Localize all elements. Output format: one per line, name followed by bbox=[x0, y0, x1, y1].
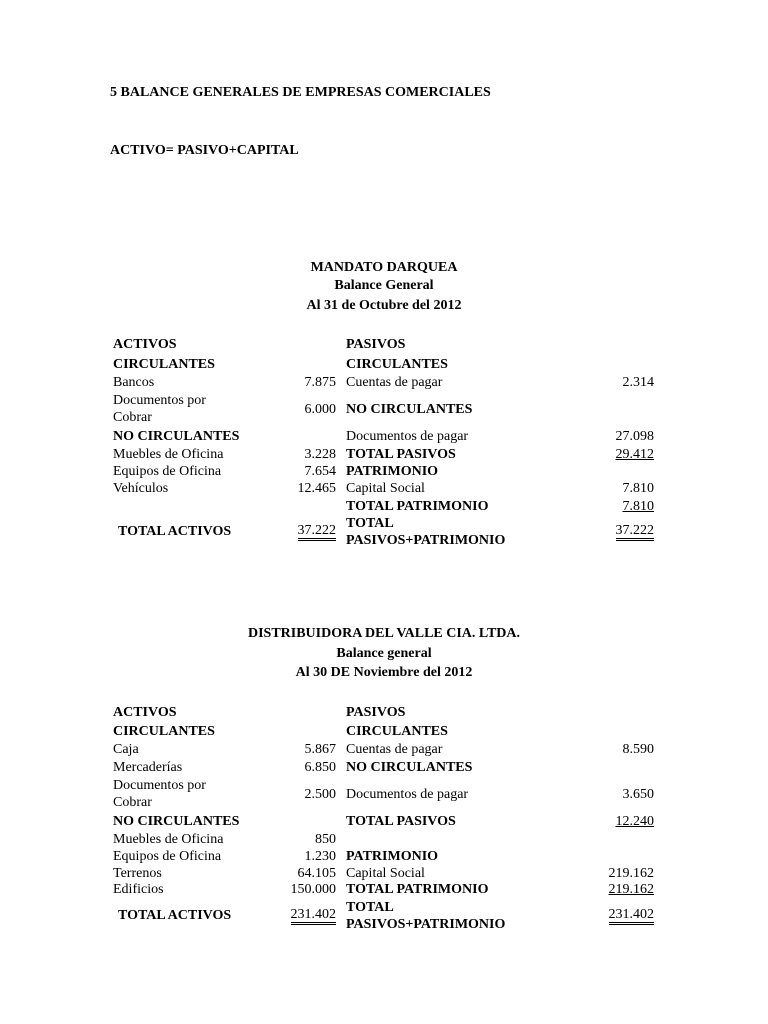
pasivos-header: PASIVOS bbox=[346, 705, 406, 720]
pasivos-header: PASIVOS bbox=[346, 337, 406, 352]
account-label: Cuentas de pagar bbox=[346, 742, 443, 757]
total-pasivos-value: 12.240 bbox=[615, 814, 654, 829]
account-value: 6.000 bbox=[304, 402, 336, 417]
total-patrimonio-value: 219.162 bbox=[608, 882, 654, 897]
account-value: 7.810 bbox=[622, 481, 654, 496]
statement-date: Al 31 de Octubre del 2012 bbox=[306, 298, 462, 313]
total-pp-value: 231.402 bbox=[554, 907, 654, 923]
account-label: Muebles de Oficina bbox=[113, 832, 224, 847]
account-label: Capital Social bbox=[346, 481, 425, 496]
account-label: Mercaderías bbox=[113, 760, 183, 775]
accounting-equation: ACTIVO= PASIVO+CAPITAL bbox=[110, 143, 299, 158]
total-patrimonio-label: TOTAL PATRIMONIO bbox=[346, 882, 489, 897]
account-value: 8.590 bbox=[622, 742, 654, 757]
account-label: Cobrar bbox=[113, 410, 152, 425]
account-value: 2.500 bbox=[304, 787, 336, 802]
total-pasivos-label: TOTAL PASIVOS bbox=[346, 814, 456, 829]
account-value: 3.228 bbox=[304, 447, 336, 462]
account-value: 7.654 bbox=[304, 464, 336, 479]
total-pasivos-label: TOTAL PASIVOS bbox=[346, 447, 456, 462]
account-label: Caja bbox=[113, 742, 139, 757]
account-label: Documentos por bbox=[113, 393, 206, 408]
company-name: MANDATO DARQUEA bbox=[310, 260, 458, 275]
statement-subtitle: Balance general bbox=[336, 646, 432, 661]
total-pasivos-value: 29.412 bbox=[615, 447, 654, 462]
account-value: 64.105 bbox=[297, 866, 336, 881]
total-pp-label-2: PASIVOS+PATRIMONIO bbox=[346, 533, 506, 548]
total-activos-value: 37.222 bbox=[236, 523, 336, 539]
total-pp-value: 37.222 bbox=[554, 523, 654, 539]
account-value: 1.230 bbox=[304, 849, 336, 864]
no-circulantes-header: NO CIRCULANTES bbox=[346, 402, 473, 417]
statement-date: Al 30 DE Noviembre del 2012 bbox=[295, 665, 473, 680]
activos-header: ACTIVOS bbox=[113, 705, 177, 720]
account-value: 6.850 bbox=[304, 760, 336, 775]
account-label: Vehículos bbox=[113, 481, 169, 496]
patrimonio-header: PATRIMONIO bbox=[346, 849, 439, 864]
account-label: Bancos bbox=[113, 375, 155, 390]
total-pp-label-1: TOTAL bbox=[346, 516, 394, 531]
account-value: 850 bbox=[315, 832, 336, 847]
total-patrimonio-label: TOTAL PATRIMONIO bbox=[346, 499, 489, 514]
patrimonio-header: PATRIMONIO bbox=[346, 464, 439, 479]
section-title: 5 BALANCE GENERALES DE EMPRESAS COMERCIALES bbox=[110, 85, 491, 100]
account-label: Terrenos bbox=[113, 866, 162, 881]
account-label: Cuentas de pagar bbox=[346, 375, 443, 390]
no-circulantes-header: NO CIRCULANTES bbox=[113, 814, 240, 829]
total-activos-value: 231.402 bbox=[236, 907, 336, 923]
account-value: 3.650 bbox=[622, 787, 654, 802]
total-patrimonio-value: 7.810 bbox=[622, 499, 654, 514]
account-value: 150.000 bbox=[290, 882, 336, 897]
no-circulantes-header: NO CIRCULANTES bbox=[113, 429, 240, 444]
account-label: Equipos de Oficina bbox=[113, 464, 222, 479]
statement-subtitle: Balance General bbox=[334, 278, 434, 293]
account-value: 2.314 bbox=[622, 375, 654, 390]
account-label: Equipos de Oficina bbox=[113, 849, 222, 864]
circulantes-header: CIRCULANTES bbox=[113, 357, 215, 372]
account-label: Documentos de pagar bbox=[346, 787, 469, 802]
account-label: Cobrar bbox=[113, 795, 152, 810]
account-value: 7.875 bbox=[304, 375, 336, 390]
total-activos-label: TOTAL ACTIVOS bbox=[118, 524, 232, 539]
total-activos-label: TOTAL ACTIVOS bbox=[118, 908, 232, 923]
account-label: Capital Social bbox=[346, 866, 425, 881]
account-label: Edificios bbox=[113, 882, 164, 897]
circulantes-header: CIRCULANTES bbox=[113, 724, 215, 739]
no-circulantes-header: NO CIRCULANTES bbox=[346, 760, 473, 775]
account-value: 27.098 bbox=[615, 429, 654, 444]
account-value: 219.162 bbox=[608, 866, 654, 881]
activos-header: ACTIVOS bbox=[113, 337, 177, 352]
account-label: Documentos de pagar bbox=[346, 429, 469, 444]
account-label: Documentos por bbox=[113, 778, 206, 793]
company-name: DISTRIBUIDORA DEL VALLE CIA. LTDA. bbox=[247, 626, 521, 641]
account-value: 5.867 bbox=[304, 742, 336, 757]
account-label: Muebles de Oficina bbox=[113, 447, 224, 462]
account-value: 12.465 bbox=[297, 481, 336, 496]
circulantes-header: CIRCULANTES bbox=[346, 724, 448, 739]
total-pp-label-1: TOTAL bbox=[346, 900, 394, 915]
circulantes-header: CIRCULANTES bbox=[346, 357, 448, 372]
total-pp-label-2: PASIVOS+PATRIMONIO bbox=[346, 917, 506, 932]
